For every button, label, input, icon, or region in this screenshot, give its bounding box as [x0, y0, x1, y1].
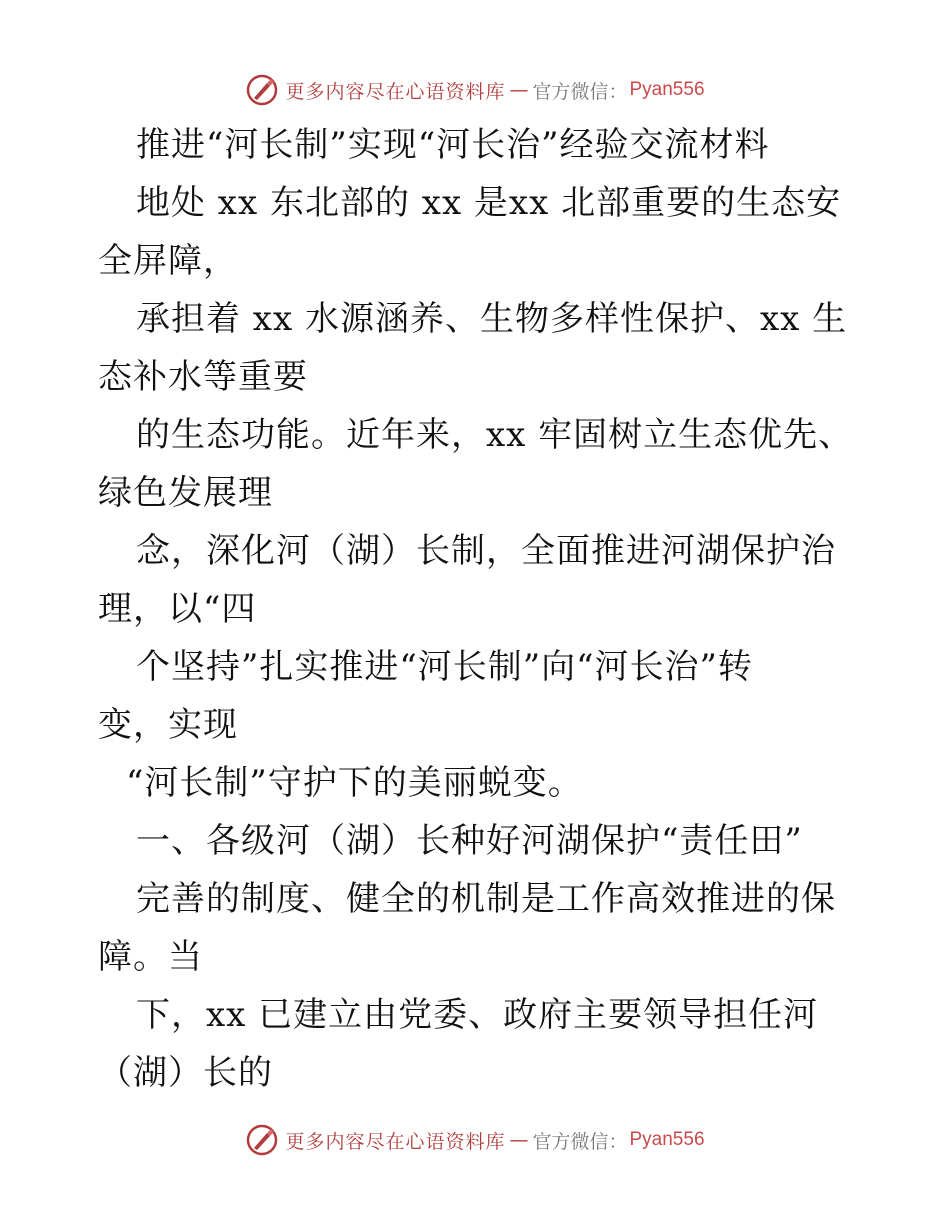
paragraph-line: 的生态功能。近年来，xx 牢固树立生态优先、 — [136, 415, 854, 455]
banner-wechat-id: Pyan556 — [629, 1129, 705, 1150]
header-banner — [0, 70, 950, 110]
paragraph-line: 完善的制度、健全的机制是工作高效推进的保 — [136, 879, 836, 919]
paragraph-line: （湖）长的 — [98, 1053, 273, 1093]
banner-wechat-label: 官方微信： — [532, 80, 628, 103]
banner-wechat-id: Pyan556 — [629, 79, 705, 100]
paragraph-line: 变，实现 — [98, 705, 238, 745]
paragraph-line: 态补水等重要 — [98, 357, 308, 397]
writing-pen-icon — [245, 73, 279, 107]
paragraph-line: 念，深化河（湖）长制，全面推进河湖保护治 — [136, 531, 836, 571]
paragraph-line: 障。当 — [98, 937, 203, 977]
banner-separator: — — [509, 1129, 529, 1151]
paragraph-line: 全屏障， — [98, 241, 238, 281]
document-body — [98, 116, 858, 1102]
document-title: 推进“河长制”实现“河长治”经验交流材料 — [136, 125, 770, 165]
paragraph-line: 绿色发展理 — [98, 473, 273, 513]
banner-separator: — — [509, 79, 529, 101]
banner-slogan: 更多内容尽在心语资料库 — [285, 80, 506, 103]
paragraph-line: 承担着 xx 水源涵养、生物多样性保护、xx 生 — [136, 299, 848, 339]
paragraph-line: “河长制”守护下的美丽蜕变。 — [126, 763, 583, 803]
banner-wechat-label: 官方微信： — [532, 1130, 628, 1153]
section-heading: 一、各级河（湖）长种好河湖保护“责任田” — [136, 821, 803, 861]
paragraph-line: 下，xx 已建立由党委、政府主要领导担任河 — [136, 995, 819, 1035]
writing-pen-icon — [245, 1123, 279, 1157]
banner-slogan: 更多内容尽在心语资料库 — [285, 1130, 506, 1153]
paragraph-line: 理，以“四 — [98, 589, 257, 629]
footer-banner — [0, 1120, 950, 1160]
paragraph-line: 地处 xx 东北部的 xx 是xx 北部重要的生态安 — [136, 183, 842, 223]
paragraph-line: 个坚持”扎实推进“河长制”向“河长治”转 — [136, 647, 753, 687]
